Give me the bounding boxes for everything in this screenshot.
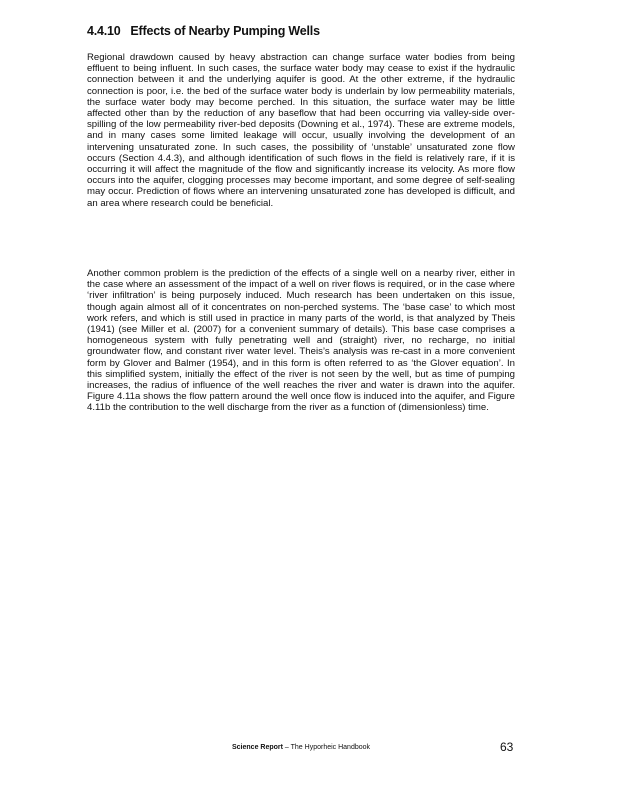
page-number: 63 [500,740,514,754]
footer-series: Science Report [232,744,283,751]
section-title: Effects of Nearby Pumping Wells [130,24,320,38]
footer-handbook-title: – The Hyporheic Handbook [284,744,371,751]
section-number: 4.4.10 [87,24,121,38]
body-paragraph-1: Regional drawdown caused by heavy abstraction can change surface water bodies from being effluent to being influent. In such cases, the surface water body may cease to exist if the hydraulic connection between it and the underlying aquifer is good. At the other extreme, if the hydraulic connection is poor, i.e. the bed of the surface water body is underlain by low permeability materials, the surface water body may become perched. In this situation, the surface water may be little affected other than by the reduction of any baseflow that had been occurring via valley-side over-spilling of the low permeability river-bed deposits (Downing et al., 1974). These are extreme models, and in many cases some limited leakage will occur, usually involving the development of an intervening unsaturated zone. In such cases, the possibility of ‘unstable’ unsaturated zone flow occurs (Section 4.4.3), and although identification of such flows in the field is relatively rare, if it is occurring it will affect the magnitude of the flow and significantly increase its velocity. As more flow occurs into the aquifer, clogging processes may become important, and some degree of self-sealing may occur. Prediction of flows where an intervening unsaturated zone has developed is difficult, and an area where research could be beneficial. [87,52,515,209]
body-paragraph-2: Another common problem is the prediction of the effects of a single well on a nearby river, either in the case where an assessment of the impact of a well on river flows is required, or in the case where ‘river infiltration’ is being purposely induced. Much research has been undertaken on this issue, though again almost all of it concentrates on non-perched systems. The ‘base case’ to which most work refers, and which is still used in practice in many parts of the world, is that analyzed by Theis (1941) (see Miller et al. (2007) for a convenient summary of details). This base case comprises a homogeneous system with fully penetrating well and (straight) river, no recharge, no initial groundwater flow, and constant river water level. Theis’s analysis was re-cast in a more convenient form by Glover and Balmer (1954), and in this form is often referred to as ‘the Glover equation’. In this simplified system, initially the effect of the river is not seen by the well, but as time of pumping increases, the radius of influence of the well reaches the river and water is drawn into the aquifer. Figure 4.11a shows the flow pattern around the well once flow is induced into the aquifer, and Figure 4.11b the contribution to the well discharge from the river as a function of (dimensionless) time. [87,268,515,414]
section-heading [87,24,320,38]
page-footer [232,744,370,751]
